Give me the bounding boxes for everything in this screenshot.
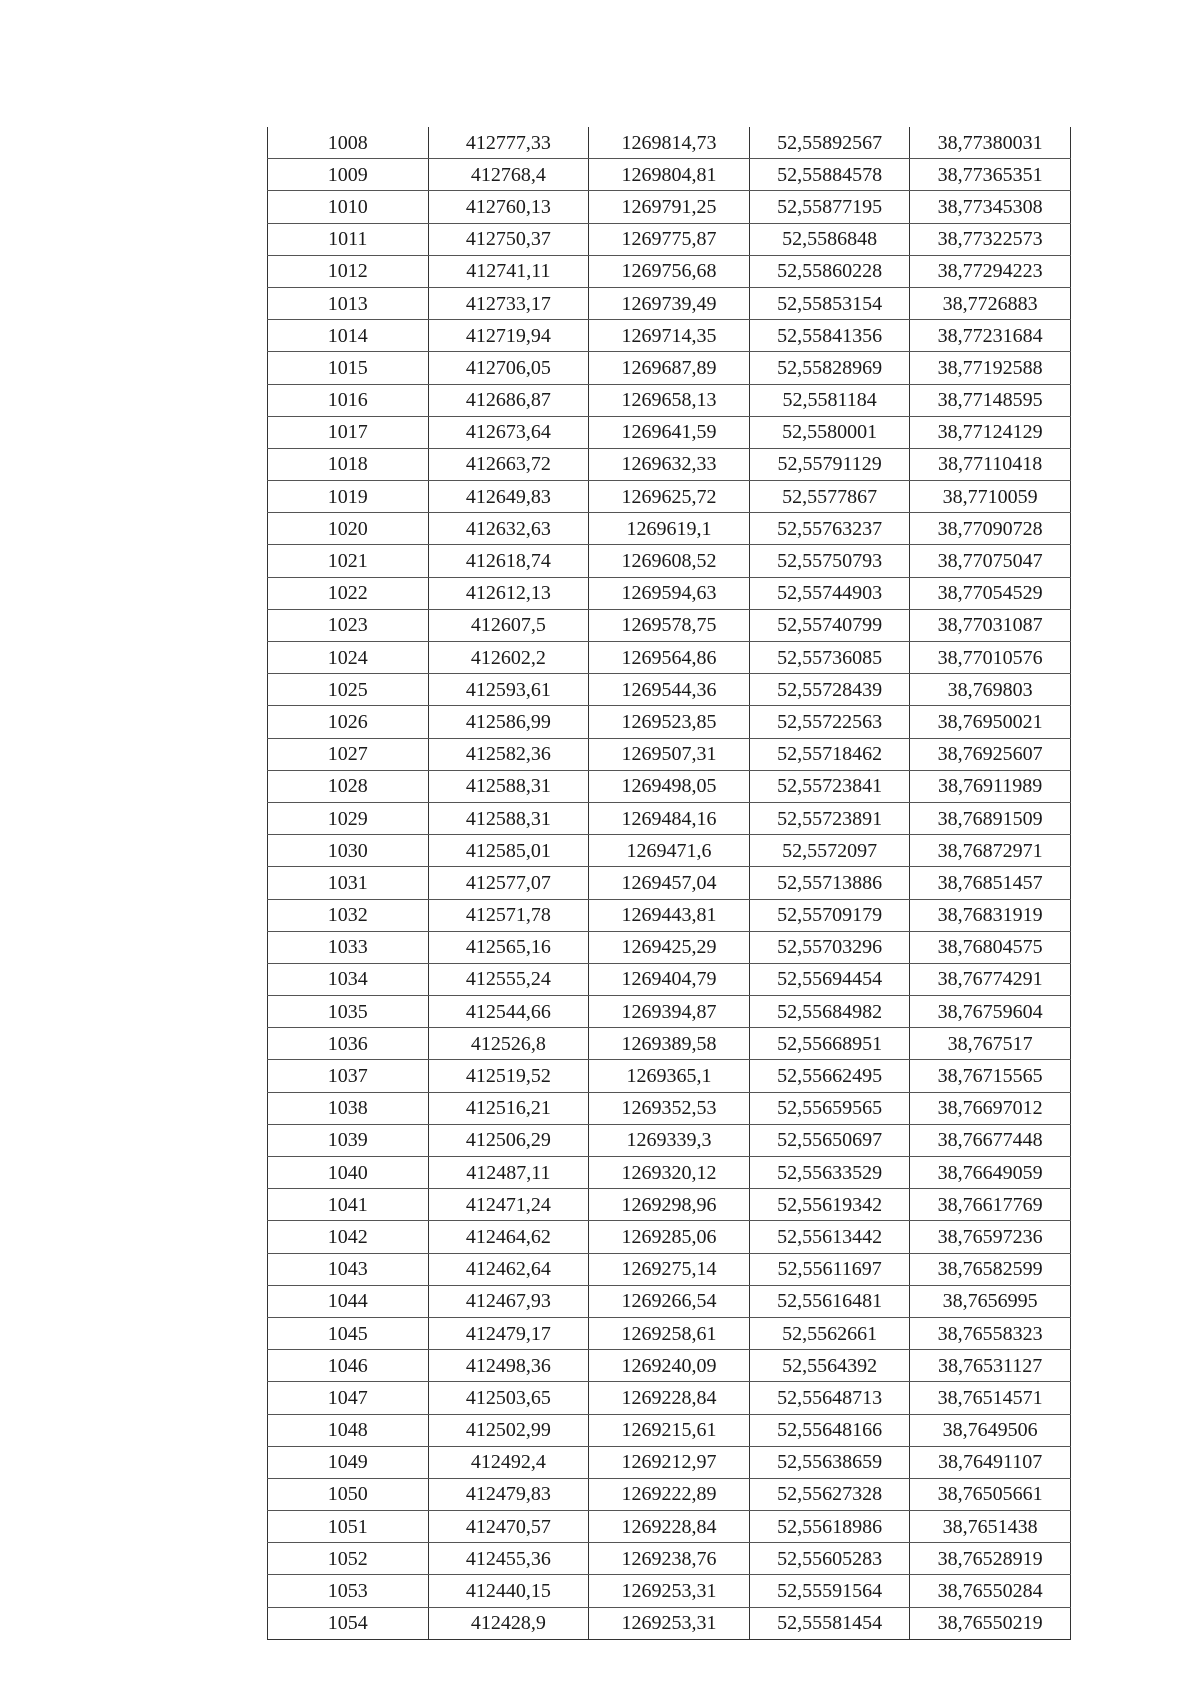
longitude-cell: 38,77192588 xyxy=(910,352,1071,384)
x-coordinate-cell: 412462,64 xyxy=(428,1253,589,1285)
point-number-cell: 1029 xyxy=(268,802,429,834)
point-number-cell: 1040 xyxy=(268,1157,429,1189)
table-row xyxy=(268,609,1071,641)
longitude-cell: 38,7649506 xyxy=(910,1414,1071,1446)
y-coordinate-cell: 1269814,73 xyxy=(589,127,750,159)
point-number-cell: 1008 xyxy=(268,127,429,159)
x-coordinate-cell: 412612,13 xyxy=(428,577,589,609)
table-row xyxy=(268,1511,1071,1543)
latitude-cell: 52,55591564 xyxy=(749,1575,910,1607)
table-row xyxy=(268,1607,1071,1639)
table-row xyxy=(268,802,1071,834)
table-row xyxy=(268,448,1071,480)
longitude-cell: 38,77148595 xyxy=(910,384,1071,416)
table-row xyxy=(268,384,1071,416)
y-coordinate-cell: 1269298,96 xyxy=(589,1189,750,1221)
table-row xyxy=(268,191,1071,223)
point-number-cell: 1020 xyxy=(268,513,429,545)
longitude-cell: 38,76582599 xyxy=(910,1253,1071,1285)
table-row xyxy=(268,674,1071,706)
point-number-cell: 1046 xyxy=(268,1350,429,1382)
table-row xyxy=(268,899,1071,931)
x-coordinate-cell: 412544,66 xyxy=(428,996,589,1028)
longitude-cell: 38,7656995 xyxy=(910,1285,1071,1317)
table-row xyxy=(268,1350,1071,1382)
x-coordinate-cell: 412555,24 xyxy=(428,963,589,995)
x-coordinate-cell: 412479,83 xyxy=(428,1478,589,1510)
x-coordinate-cell: 412673,64 xyxy=(428,416,589,448)
y-coordinate-cell: 1269594,63 xyxy=(589,577,750,609)
longitude-cell: 38,76925607 xyxy=(910,738,1071,770)
point-number-cell: 1041 xyxy=(268,1189,429,1221)
latitude-cell: 52,5562661 xyxy=(749,1317,910,1349)
point-number-cell: 1043 xyxy=(268,1253,429,1285)
x-coordinate-cell: 412768,4 xyxy=(428,159,589,191)
point-number-cell: 1018 xyxy=(268,448,429,480)
y-coordinate-cell: 1269471,6 xyxy=(589,835,750,867)
y-coordinate-cell: 1269228,84 xyxy=(589,1511,750,1543)
latitude-cell: 52,55633529 xyxy=(749,1157,910,1189)
x-coordinate-cell: 412467,93 xyxy=(428,1285,589,1317)
longitude-cell: 38,76550219 xyxy=(910,1607,1071,1639)
x-coordinate-cell: 412593,61 xyxy=(428,674,589,706)
table-row xyxy=(268,255,1071,287)
point-number-cell: 1015 xyxy=(268,352,429,384)
point-number-cell: 1042 xyxy=(268,1221,429,1253)
longitude-cell: 38,769803 xyxy=(910,674,1071,706)
table-row xyxy=(268,738,1071,770)
latitude-cell: 52,55605283 xyxy=(749,1543,910,1575)
table-row xyxy=(268,1124,1071,1156)
y-coordinate-cell: 1269352,53 xyxy=(589,1092,750,1124)
table-row xyxy=(268,1253,1071,1285)
x-coordinate-cell: 412588,31 xyxy=(428,802,589,834)
latitude-cell: 52,55892567 xyxy=(749,127,910,159)
table-row xyxy=(268,835,1071,867)
point-number-cell: 1025 xyxy=(268,674,429,706)
longitude-cell: 38,76505661 xyxy=(910,1478,1071,1510)
longitude-cell: 38,77010576 xyxy=(910,642,1071,674)
y-coordinate-cell: 1269238,76 xyxy=(589,1543,750,1575)
longitude-cell: 38,77090728 xyxy=(910,513,1071,545)
latitude-cell: 52,55638659 xyxy=(749,1446,910,1478)
latitude-cell: 52,55713886 xyxy=(749,867,910,899)
latitude-cell: 52,5581184 xyxy=(749,384,910,416)
latitude-cell: 52,55668951 xyxy=(749,1028,910,1060)
latitude-cell: 52,55877195 xyxy=(749,191,910,223)
y-coordinate-cell: 1269389,58 xyxy=(589,1028,750,1060)
longitude-cell: 38,76715565 xyxy=(910,1060,1071,1092)
point-number-cell: 1051 xyxy=(268,1511,429,1543)
latitude-cell: 52,55718462 xyxy=(749,738,910,770)
y-coordinate-cell: 1269714,35 xyxy=(589,320,750,352)
point-number-cell: 1016 xyxy=(268,384,429,416)
point-number-cell: 1026 xyxy=(268,706,429,738)
point-number-cell: 1037 xyxy=(268,1060,429,1092)
longitude-cell: 38,76774291 xyxy=(910,963,1071,995)
longitude-cell: 38,77054529 xyxy=(910,577,1071,609)
y-coordinate-cell: 1269266,54 xyxy=(589,1285,750,1317)
latitude-cell: 52,55723891 xyxy=(749,802,910,834)
x-coordinate-cell: 412464,62 xyxy=(428,1221,589,1253)
x-coordinate-cell: 412777,33 xyxy=(428,127,589,159)
y-coordinate-cell: 1269578,75 xyxy=(589,609,750,641)
x-coordinate-cell: 412632,63 xyxy=(428,513,589,545)
table-row xyxy=(268,1543,1071,1575)
point-number-cell: 1012 xyxy=(268,255,429,287)
table-row xyxy=(268,1382,1071,1414)
x-coordinate-cell: 412588,31 xyxy=(428,770,589,802)
table-row xyxy=(268,706,1071,738)
y-coordinate-cell: 1269608,52 xyxy=(589,545,750,577)
y-coordinate-cell: 1269394,87 xyxy=(589,996,750,1028)
longitude-cell: 38,76891509 xyxy=(910,802,1071,834)
point-number-cell: 1047 xyxy=(268,1382,429,1414)
y-coordinate-cell: 1269564,86 xyxy=(589,642,750,674)
table-row xyxy=(268,481,1071,513)
x-coordinate-cell: 412582,36 xyxy=(428,738,589,770)
y-coordinate-cell: 1269365,1 xyxy=(589,1060,750,1092)
table-row xyxy=(268,996,1071,1028)
longitude-cell: 38,76872971 xyxy=(910,835,1071,867)
x-coordinate-cell: 412516,21 xyxy=(428,1092,589,1124)
longitude-cell: 38,7710059 xyxy=(910,481,1071,513)
point-number-cell: 1033 xyxy=(268,931,429,963)
latitude-cell: 52,55740799 xyxy=(749,609,910,641)
point-number-cell: 1050 xyxy=(268,1478,429,1510)
longitude-cell: 38,76514571 xyxy=(910,1382,1071,1414)
y-coordinate-cell: 1269791,25 xyxy=(589,191,750,223)
point-number-cell: 1011 xyxy=(268,223,429,255)
table-row xyxy=(268,642,1071,674)
point-number-cell: 1036 xyxy=(268,1028,429,1060)
latitude-cell: 52,55750793 xyxy=(749,545,910,577)
longitude-cell: 38,76597236 xyxy=(910,1221,1071,1253)
latitude-cell: 52,5577867 xyxy=(749,481,910,513)
point-number-cell: 1028 xyxy=(268,770,429,802)
y-coordinate-cell: 1269275,14 xyxy=(589,1253,750,1285)
x-coordinate-cell: 412663,72 xyxy=(428,448,589,480)
y-coordinate-cell: 1269641,59 xyxy=(589,416,750,448)
table-row xyxy=(268,320,1071,352)
latitude-cell: 52,55684982 xyxy=(749,996,910,1028)
y-coordinate-cell: 1269258,61 xyxy=(589,1317,750,1349)
point-number-cell: 1049 xyxy=(268,1446,429,1478)
x-coordinate-cell: 412607,5 xyxy=(428,609,589,641)
table-row xyxy=(268,1446,1071,1478)
point-number-cell: 1034 xyxy=(268,963,429,995)
y-coordinate-cell: 1269228,84 xyxy=(589,1382,750,1414)
latitude-cell: 52,5580001 xyxy=(749,416,910,448)
point-number-cell: 1013 xyxy=(268,287,429,319)
latitude-cell: 52,55853154 xyxy=(749,287,910,319)
table-row xyxy=(268,287,1071,319)
latitude-cell: 52,55884578 xyxy=(749,159,910,191)
latitude-cell: 52,55613442 xyxy=(749,1221,910,1253)
x-coordinate-cell: 412506,29 xyxy=(428,1124,589,1156)
y-coordinate-cell: 1269619,1 xyxy=(589,513,750,545)
y-coordinate-cell: 1269404,79 xyxy=(589,963,750,995)
point-number-cell: 1048 xyxy=(268,1414,429,1446)
longitude-cell: 38,76950021 xyxy=(910,706,1071,738)
table-row xyxy=(268,513,1071,545)
x-coordinate-cell: 412455,36 xyxy=(428,1543,589,1575)
longitude-cell: 38,77294223 xyxy=(910,255,1071,287)
table-row xyxy=(268,1028,1071,1060)
y-coordinate-cell: 1269523,85 xyxy=(589,706,750,738)
y-coordinate-cell: 1269739,49 xyxy=(589,287,750,319)
x-coordinate-cell: 412492,4 xyxy=(428,1446,589,1478)
x-coordinate-cell: 412565,16 xyxy=(428,931,589,963)
latitude-cell: 52,55791129 xyxy=(749,448,910,480)
table-row xyxy=(268,1285,1071,1317)
coordinates-table-body xyxy=(268,127,1071,1639)
x-coordinate-cell: 412471,24 xyxy=(428,1189,589,1221)
y-coordinate-cell: 1269544,36 xyxy=(589,674,750,706)
table-row xyxy=(268,867,1071,899)
x-coordinate-cell: 412428,9 xyxy=(428,1607,589,1639)
point-number-cell: 1009 xyxy=(268,159,429,191)
x-coordinate-cell: 412585,01 xyxy=(428,835,589,867)
latitude-cell: 52,55611697 xyxy=(749,1253,910,1285)
longitude-cell: 38,76558323 xyxy=(910,1317,1071,1349)
longitude-cell: 38,77322573 xyxy=(910,223,1071,255)
latitude-cell: 52,55616481 xyxy=(749,1285,910,1317)
table-row xyxy=(268,1060,1071,1092)
latitude-cell: 52,55618986 xyxy=(749,1511,910,1543)
longitude-cell: 38,76911989 xyxy=(910,770,1071,802)
latitude-cell: 52,55728439 xyxy=(749,674,910,706)
y-coordinate-cell: 1269687,89 xyxy=(589,352,750,384)
x-coordinate-cell: 412440,15 xyxy=(428,1575,589,1607)
y-coordinate-cell: 1269443,81 xyxy=(589,899,750,931)
longitude-cell: 38,77365351 xyxy=(910,159,1071,191)
latitude-cell: 52,55581454 xyxy=(749,1607,910,1639)
x-coordinate-cell: 412526,8 xyxy=(428,1028,589,1060)
latitude-cell: 52,5586848 xyxy=(749,223,910,255)
point-number-cell: 1035 xyxy=(268,996,429,1028)
point-number-cell: 1031 xyxy=(268,867,429,899)
y-coordinate-cell: 1269253,31 xyxy=(589,1575,750,1607)
y-coordinate-cell: 1269632,33 xyxy=(589,448,750,480)
longitude-cell: 38,76831919 xyxy=(910,899,1071,931)
y-coordinate-cell: 1269253,31 xyxy=(589,1607,750,1639)
table-row xyxy=(268,223,1071,255)
y-coordinate-cell: 1269457,04 xyxy=(589,867,750,899)
table-row xyxy=(268,1157,1071,1189)
longitude-cell: 38,76804575 xyxy=(910,931,1071,963)
latitude-cell: 52,55763237 xyxy=(749,513,910,545)
y-coordinate-cell: 1269212,97 xyxy=(589,1446,750,1478)
y-coordinate-cell: 1269498,05 xyxy=(589,770,750,802)
x-coordinate-cell: 412760,13 xyxy=(428,191,589,223)
point-number-cell: 1044 xyxy=(268,1285,429,1317)
table-row xyxy=(268,159,1071,191)
x-coordinate-cell: 412519,52 xyxy=(428,1060,589,1092)
latitude-cell: 52,55723841 xyxy=(749,770,910,802)
table-row xyxy=(268,1317,1071,1349)
point-number-cell: 1030 xyxy=(268,835,429,867)
y-coordinate-cell: 1269339,3 xyxy=(589,1124,750,1156)
y-coordinate-cell: 1269756,68 xyxy=(589,255,750,287)
x-coordinate-cell: 412741,11 xyxy=(428,255,589,287)
latitude-cell: 52,55841356 xyxy=(749,320,910,352)
point-number-cell: 1038 xyxy=(268,1092,429,1124)
x-coordinate-cell: 412706,05 xyxy=(428,352,589,384)
y-coordinate-cell: 1269215,61 xyxy=(589,1414,750,1446)
point-number-cell: 1052 xyxy=(268,1543,429,1575)
longitude-cell: 38,7651438 xyxy=(910,1511,1071,1543)
x-coordinate-cell: 412502,99 xyxy=(428,1414,589,1446)
y-coordinate-cell: 1269507,31 xyxy=(589,738,750,770)
x-coordinate-cell: 412750,37 xyxy=(428,223,589,255)
longitude-cell: 38,76677448 xyxy=(910,1124,1071,1156)
y-coordinate-cell: 1269425,29 xyxy=(589,931,750,963)
table-row xyxy=(268,577,1071,609)
latitude-cell: 52,55650697 xyxy=(749,1124,910,1156)
y-coordinate-cell: 1269625,72 xyxy=(589,481,750,513)
latitude-cell: 52,5564392 xyxy=(749,1350,910,1382)
table-row xyxy=(268,416,1071,448)
x-coordinate-cell: 412733,17 xyxy=(428,287,589,319)
longitude-cell: 38,76531127 xyxy=(910,1350,1071,1382)
latitude-cell: 52,55648713 xyxy=(749,1382,910,1414)
latitude-cell: 52,55736085 xyxy=(749,642,910,674)
point-number-cell: 1021 xyxy=(268,545,429,577)
latitude-cell: 52,55860228 xyxy=(749,255,910,287)
point-number-cell: 1045 xyxy=(268,1317,429,1349)
point-number-cell: 1027 xyxy=(268,738,429,770)
y-coordinate-cell: 1269775,87 xyxy=(589,223,750,255)
y-coordinate-cell: 1269804,81 xyxy=(589,159,750,191)
x-coordinate-cell: 412503,65 xyxy=(428,1382,589,1414)
y-coordinate-cell: 1269320,12 xyxy=(589,1157,750,1189)
x-coordinate-cell: 412479,17 xyxy=(428,1317,589,1349)
y-coordinate-cell: 1269658,13 xyxy=(589,384,750,416)
table-row xyxy=(268,963,1071,995)
latitude-cell: 52,55722563 xyxy=(749,706,910,738)
point-number-cell: 1032 xyxy=(268,899,429,931)
x-coordinate-cell: 412498,36 xyxy=(428,1350,589,1382)
table-row xyxy=(268,352,1071,384)
latitude-cell: 52,55703296 xyxy=(749,931,910,963)
table-row xyxy=(268,545,1071,577)
latitude-cell: 52,55662495 xyxy=(749,1060,910,1092)
x-coordinate-cell: 412571,78 xyxy=(428,899,589,931)
table-row xyxy=(268,1414,1071,1446)
longitude-cell: 38,76759604 xyxy=(910,996,1071,1028)
table-row xyxy=(268,127,1071,159)
latitude-cell: 52,55659565 xyxy=(749,1092,910,1124)
coordinates-table xyxy=(267,127,1071,1640)
x-coordinate-cell: 412618,74 xyxy=(428,545,589,577)
point-number-cell: 1023 xyxy=(268,609,429,641)
latitude-cell: 52,55828969 xyxy=(749,352,910,384)
y-coordinate-cell: 1269240,09 xyxy=(589,1350,750,1382)
point-number-cell: 1039 xyxy=(268,1124,429,1156)
latitude-cell: 52,55648166 xyxy=(749,1414,910,1446)
table-row xyxy=(268,1575,1071,1607)
latitude-cell: 52,55744903 xyxy=(749,577,910,609)
longitude-cell: 38,76491107 xyxy=(910,1446,1071,1478)
longitude-cell: 38,77075047 xyxy=(910,545,1071,577)
latitude-cell: 52,55619342 xyxy=(749,1189,910,1221)
longitude-cell: 38,77124129 xyxy=(910,416,1071,448)
x-coordinate-cell: 412586,99 xyxy=(428,706,589,738)
point-number-cell: 1014 xyxy=(268,320,429,352)
table-row xyxy=(268,931,1071,963)
x-coordinate-cell: 412686,87 xyxy=(428,384,589,416)
point-number-cell: 1022 xyxy=(268,577,429,609)
table-row xyxy=(268,1221,1071,1253)
x-coordinate-cell: 412470,57 xyxy=(428,1511,589,1543)
point-number-cell: 1024 xyxy=(268,642,429,674)
x-coordinate-cell: 412719,94 xyxy=(428,320,589,352)
point-number-cell: 1053 xyxy=(268,1575,429,1607)
latitude-cell: 52,55627328 xyxy=(749,1478,910,1510)
longitude-cell: 38,7726883 xyxy=(910,287,1071,319)
table-row xyxy=(268,770,1071,802)
y-coordinate-cell: 1269222,89 xyxy=(589,1478,750,1510)
y-coordinate-cell: 1269484,16 xyxy=(589,802,750,834)
longitude-cell: 38,77110418 xyxy=(910,448,1071,480)
point-number-cell: 1054 xyxy=(268,1607,429,1639)
y-coordinate-cell: 1269285,06 xyxy=(589,1221,750,1253)
longitude-cell: 38,76851457 xyxy=(910,867,1071,899)
longitude-cell: 38,76550284 xyxy=(910,1575,1071,1607)
table-row xyxy=(268,1478,1071,1510)
latitude-cell: 52,5572097 xyxy=(749,835,910,867)
longitude-cell: 38,767517 xyxy=(910,1028,1071,1060)
longitude-cell: 38,76697012 xyxy=(910,1092,1071,1124)
x-coordinate-cell: 412577,07 xyxy=(428,867,589,899)
longitude-cell: 38,76528919 xyxy=(910,1543,1071,1575)
x-coordinate-cell: 412487,11 xyxy=(428,1157,589,1189)
x-coordinate-cell: 412602,2 xyxy=(428,642,589,674)
point-number-cell: 1017 xyxy=(268,416,429,448)
point-number-cell: 1010 xyxy=(268,191,429,223)
table-row xyxy=(268,1092,1071,1124)
longitude-cell: 38,77031087 xyxy=(910,609,1071,641)
latitude-cell: 52,55709179 xyxy=(749,899,910,931)
longitude-cell: 38,76617769 xyxy=(910,1189,1071,1221)
longitude-cell: 38,77345308 xyxy=(910,191,1071,223)
table-row xyxy=(268,1189,1071,1221)
point-number-cell: 1019 xyxy=(268,481,429,513)
longitude-cell: 38,77380031 xyxy=(910,127,1071,159)
longitude-cell: 38,77231684 xyxy=(910,320,1071,352)
latitude-cell: 52,55694454 xyxy=(749,963,910,995)
x-coordinate-cell: 412649,83 xyxy=(428,481,589,513)
longitude-cell: 38,76649059 xyxy=(910,1157,1071,1189)
